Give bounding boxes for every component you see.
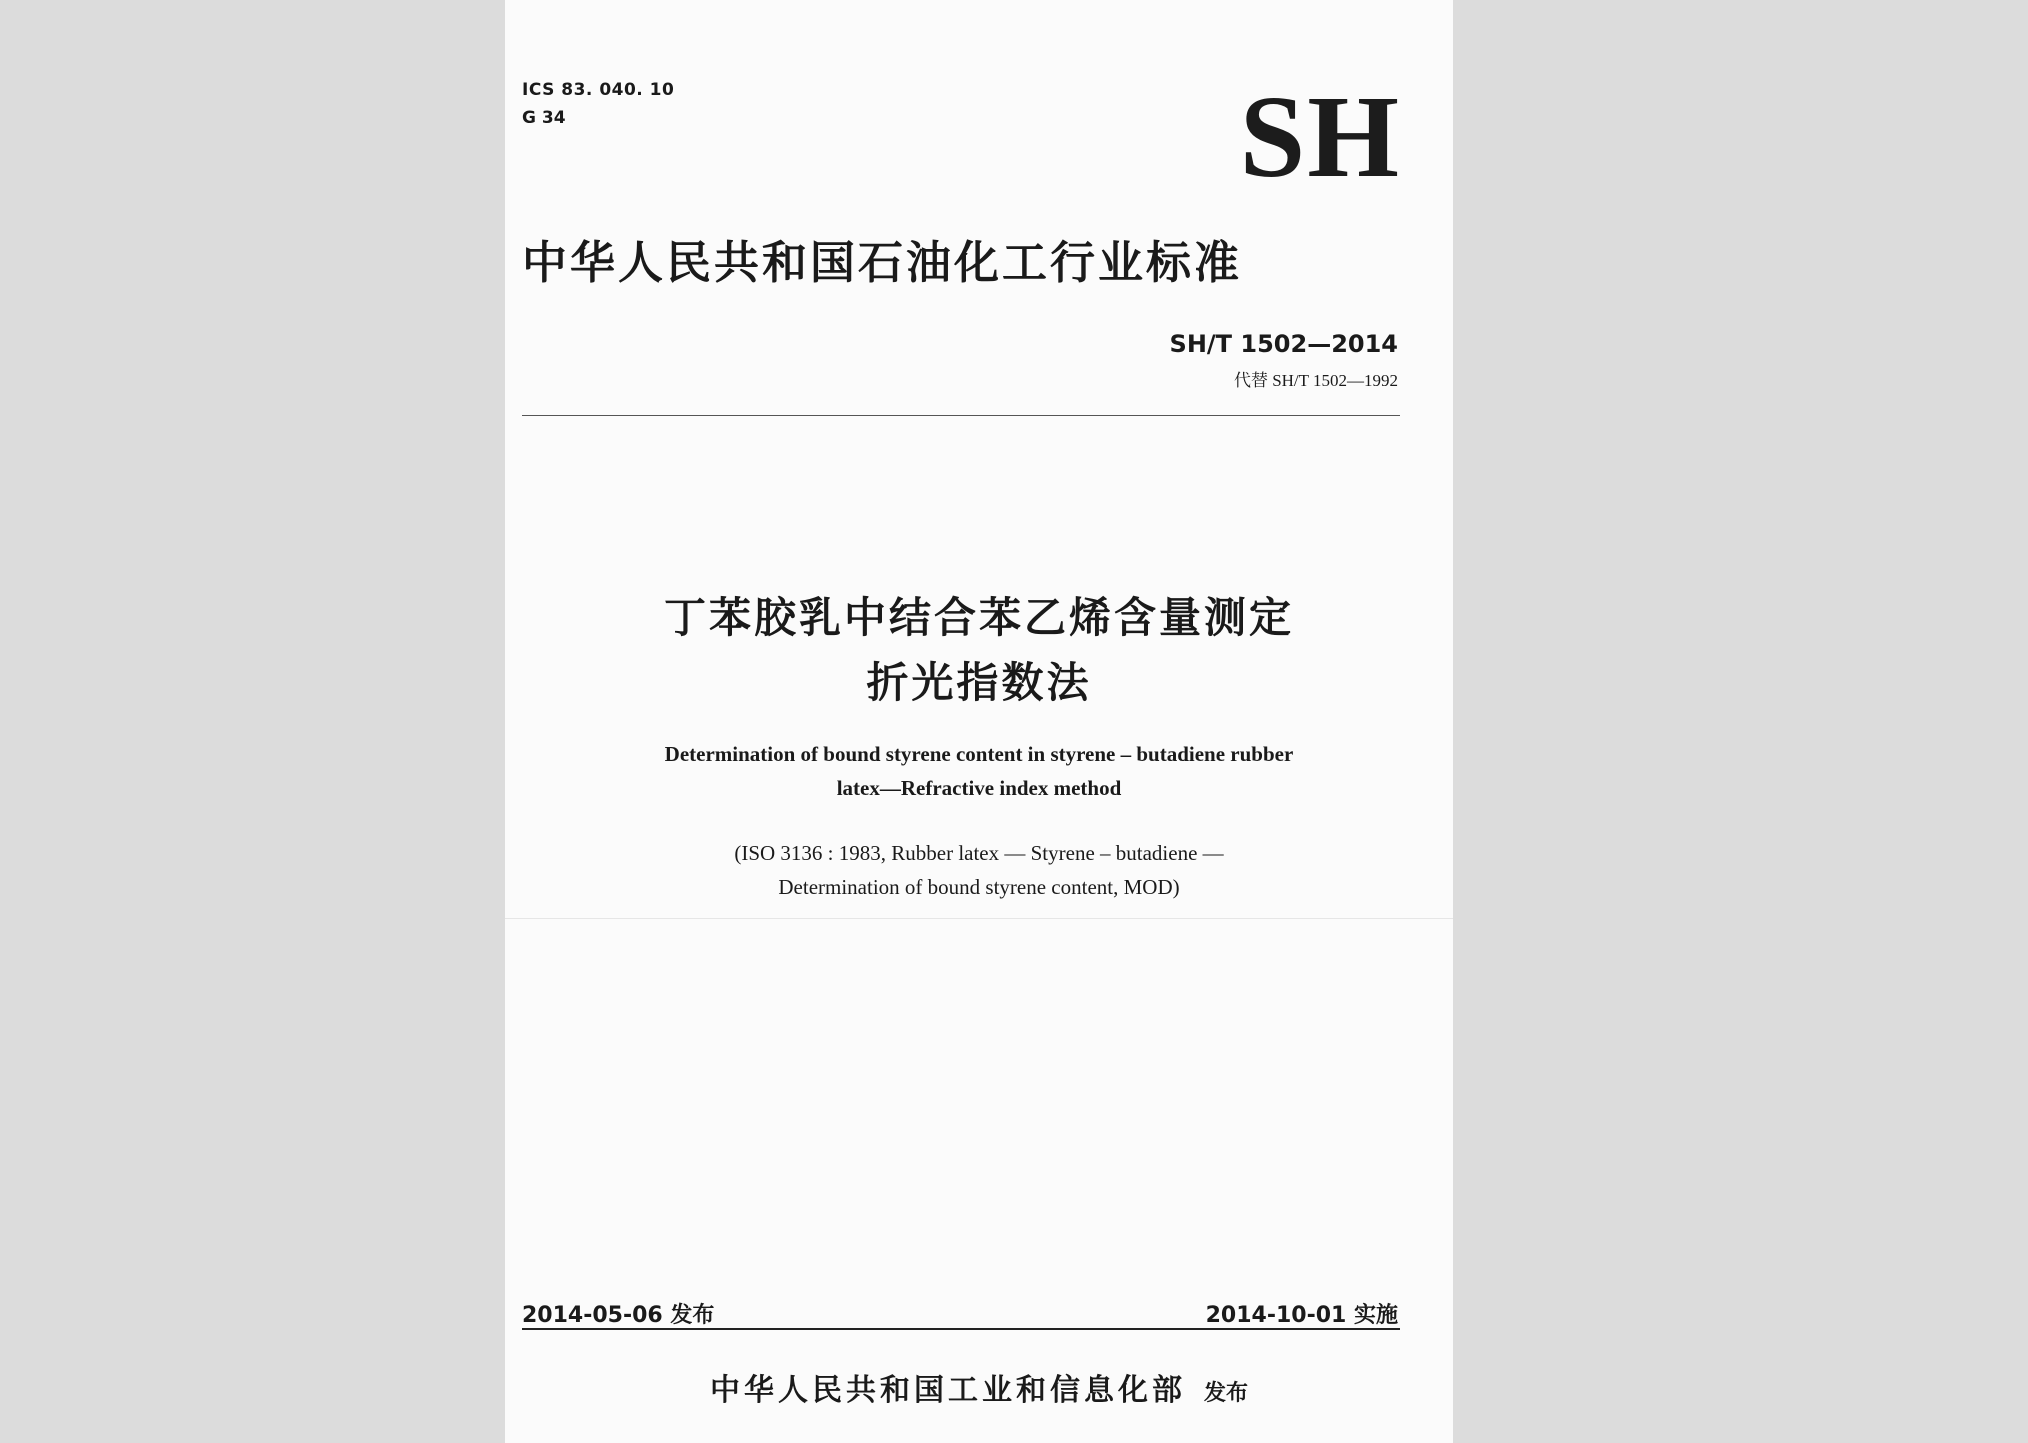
publisher-name: 中华人民共和国工业和信息化部 xyxy=(709,1373,1186,1408)
implementation-date: 2014-10-01 实施 xyxy=(1205,1303,1398,1328)
standard-number: SH/T 1502—2014 xyxy=(1169,330,1398,358)
iso-reference-line-2: Determination of bound styrene content, MOD) xyxy=(778,875,1180,899)
replaces-standard: 代替 SH/T 1502—1992 xyxy=(1233,371,1398,390)
header-divider xyxy=(522,415,1400,416)
iso-reference-line-1: (ISO 3136 : 1983, Rubber latex — Styrene – butadiene — xyxy=(734,841,1224,865)
scan-artifact-line xyxy=(505,918,1453,919)
sh-logo: SH xyxy=(1239,71,1401,202)
title-en-line-1: Determination of bound styrene content in styrene – butadiene rubber xyxy=(664,742,1294,766)
issuer-title: 中华人民共和国石油化工行业标准 xyxy=(522,236,1243,289)
ccs-code: G 34 xyxy=(522,108,566,128)
issue-date: 2014-05-06 发布 xyxy=(522,1303,715,1328)
ics-code: ICS 83. 040. 10 xyxy=(522,80,675,100)
publisher xyxy=(505,1365,1453,1409)
document-page xyxy=(505,0,1453,1443)
title-zh-line-2: 折光指数法 xyxy=(866,658,1092,707)
footer-divider xyxy=(522,1328,1400,1330)
title-zh-line-1: 丁苯胶乳中结合苯乙烯含量测定 xyxy=(663,593,1294,642)
publisher-suffix: 发布 xyxy=(1203,1381,1248,1406)
title-en-line-2: latex—Refractive index method xyxy=(836,776,1122,800)
